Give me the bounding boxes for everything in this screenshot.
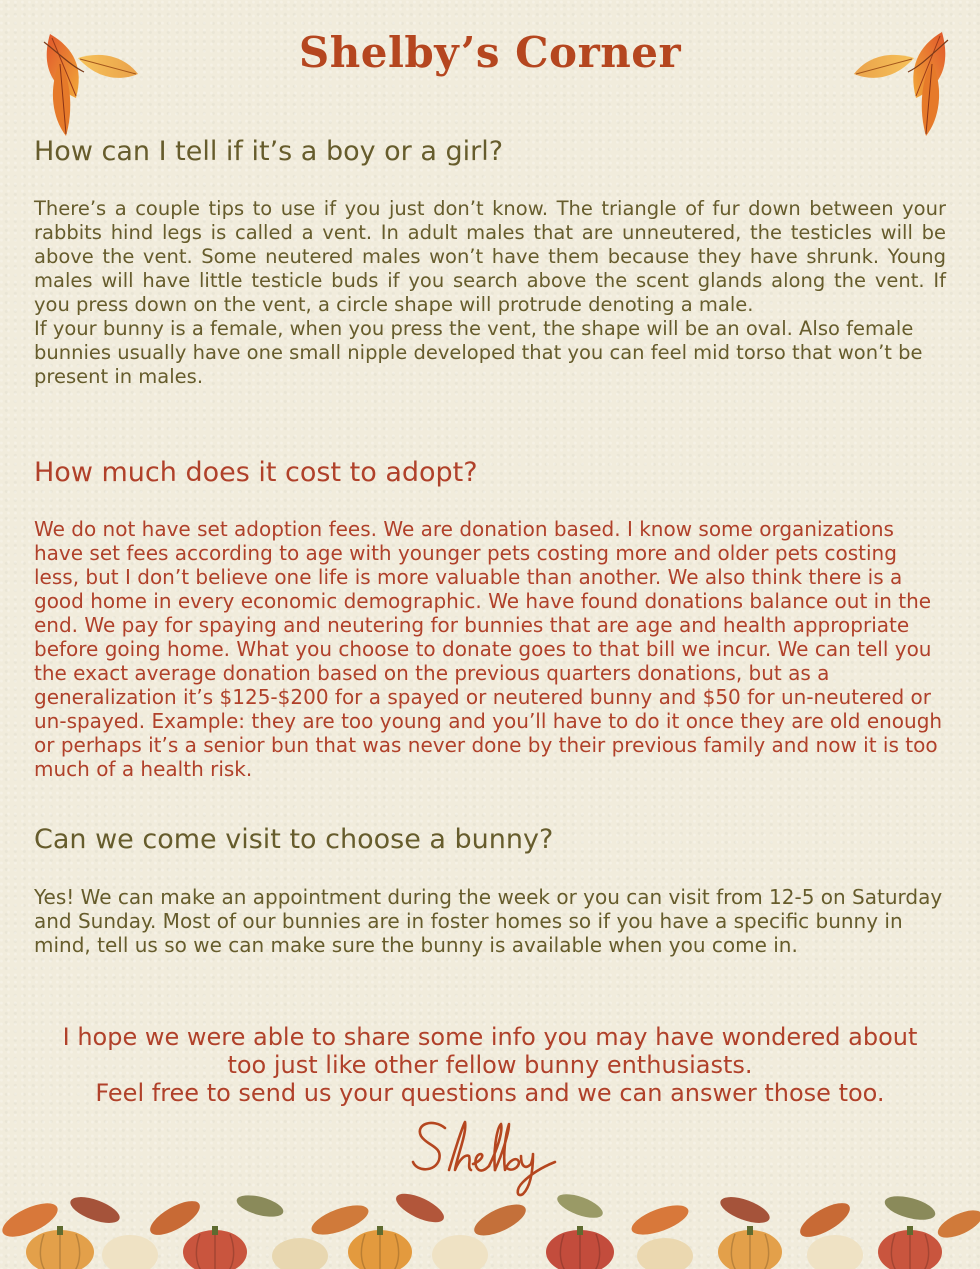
closing-line: Feel free to send us your questions and we can answer those too. — [95, 1079, 885, 1107]
autumn-leaves-icon — [34, 28, 144, 140]
question-gender: How can I tell if it’s a boy or a girl? — [34, 136, 504, 167]
autumn-leaves-icon — [848, 28, 958, 140]
answer-paragraph: There’s a couple tips to use if you just don’t know. The triangle of fur down between your rabbits hind legs is called a vent. In adult males that are unneutered, the testicles will be above the vent. Some neutered males won’t have them because they have shrunk. Young males will have little testicle buds if you search above the scent glands along the vent. If you press down on the vent, a circle shape will protrude denoting a male. — [34, 197, 946, 316]
answer-paragraph: If your bunny is a female, when you press the vent, the shape will be an oval. Also female bunnies usually have one small nipple developed that you can feel mid torso that won’t be present in males. — [34, 317, 923, 388]
pumpkin-garland — [0, 1180, 980, 1269]
answer-visit: Yes! We can make an appointment during the week or you can visit from 12-5 on Saturday and Sunday. Most of our bunnies are in foster homes so if you have a specific bunny in mind, tell us so we can make sure the bunny is available when you come in. — [34, 885, 943, 957]
closing-message — [34, 1023, 946, 1107]
answer-cost: We do not have set adoption fees. We are donation based. I know some organizations have set fees according to age with younger pets costing more and older pets costing less, but I don’t believe one life is more valuable than another. We also think there is a good home in every economic demographic. We have found donations balance out in the end. We pay for spaying and neutering for bunnies that are age and health appropriate before going home. What you choose to donate goes to that bill we incur. We can tell you the exact average donation based on the previous quarters donations, but as a generalization it’s $125-$200 for a spayed or neutered bunny and $50 for un-neutered or un-spayed. Example: they are too young and you’ll have to do it once they are old enough or perhaps it’s a senior bun that was never done by their previous family and now it is too much of a health risk. — [34, 517, 943, 781]
closing-line: I hope we were able to share some info you may have wondered about — [62, 1023, 918, 1051]
page-title: Shelby’s Corner — [298, 28, 682, 77]
question-visit: Can we come visit to choose a bunny? — [34, 824, 554, 855]
answer-gender — [34, 197, 946, 389]
question-cost: How much does it cost to adopt? — [34, 457, 478, 488]
closing-line: too just like other fellow bunny enthusiasts. — [227, 1051, 753, 1079]
